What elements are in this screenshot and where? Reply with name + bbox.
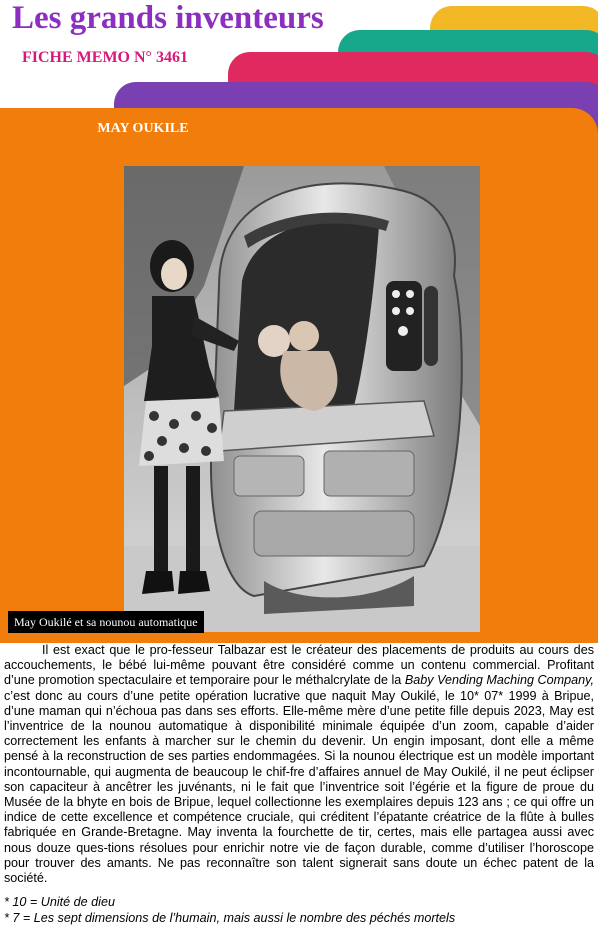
photo-illustration — [124, 166, 480, 632]
footnote-item: * 10 = Unité de dieu — [4, 895, 115, 909]
orange-label-tab — [0, 108, 286, 168]
article-text — [4, 643, 594, 886]
inventor-photo — [124, 166, 480, 632]
page-title: Les grands inventeurs — [12, 0, 324, 36]
footnote-item: * 7 = Les sept dimensions de l’humain, mais aussi le nombre des péchés mortels — [4, 911, 456, 925]
section-label: MAY OUKILE — [97, 121, 189, 136]
article-text-part1: Il est exact que le pro-fesseur Talbazar est le créateur des placements de produits au cours des accouchements, le bébé lui-même pouvant être considéré comme un contenu commercial. Profitant d’une promotion spectaculaire et temporaire pour le méthalcrylate de la — [4, 643, 594, 688]
article-text-part2: c’est donc au cours d’une petite opération lucrative que naquit May Oukilé, le 10* 07* 1999 à Bripue, d’une maman qui n’échoua pas dans ses efforts. Elle-même mère d’une petite fille depuis 2023, May est l’inventrice de la nounou automatique à disponibilité minimale équipée d’un zoom, capable d’aider correctement les enfants à marcher sur le chemin du devenir. Un engin imposant, dont elle a même pensé à la reconstruction de ses parties endommagées. Si la nounou électrique est un modèle important incontournable, qui augmenta de beaucoup le chif-fre d’affaires annuel de May Oukilé, il ne peut éclipser son capaciteur à ancêtrer les juvénants, ni le fait que l’inventrice soit l’égérie et la figure de proue du Musée de la bhyte en bois de Bripue, lequel collectionne les exemplaires depuis 123 ans ; ce qui offre un indice de cette excellence et compétence cruciale, qui créditent l’épatante créatrice de la flûte à bulles fabriquée en Grande-Bretagne. May inventa la fourchette de tir, certes, mais elle partagea aussi avec nous douze ques-tions résolues pour enrichir notre vie de façon durable, comme d’utiliser l’horoscope pour trouver des amants. Ne pas reconnaître son talent signerait sans doute un échec patent de la société. — [4, 688, 594, 886]
footnotes — [4, 894, 594, 926]
photo-caption: May Oukilé et sa nounou automatique — [8, 611, 204, 633]
memo-number: FICHE MEMO N° 3461 — [22, 49, 188, 66]
company-name: Baby Vending Maching Company, — [404, 673, 594, 688]
